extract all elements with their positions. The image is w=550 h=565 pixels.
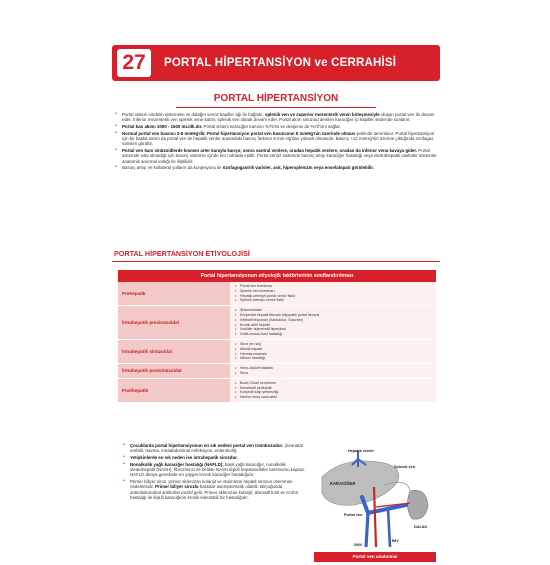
section-title: PORTAL HİPERTANSİYON [213, 93, 339, 104]
table-row [118, 340, 436, 364]
bullet-text-post: basit yağlı karaciğer, nonalkolik steatohepatit (NASH), fibroz/siroz ile birlikte NASH ilişkili hepatosellüler karsinomu kapsar. NAFLD dünya genelinde en yaygın kronik karaciğer hastalığıdır. [130, 461, 305, 478]
bullet-text-post: hastalar asemptomatik olabilir. Birçoğunda antimitokondrial antikorlar pozitif gelir. Primer sklerozan kolanjit, ülseratif kolit ve Crohn hastalığı ile ilişkili karaciğerin kronik kolestatik bir hastalığıdır. [130, 484, 299, 501]
bullet-text-bold: Normal portal ven basıncı 3-5 mmHg'dir. Portal hipertansiyon portal ven basıncının 5 mmHg'nin üzerinde olması [122, 130, 356, 136]
row-category: Posthepatik [118, 379, 230, 402]
cause-item: • İnfiltratif lezyonlar (Sarkoidoz, Gaucher) [234, 318, 432, 323]
row-causes [230, 340, 436, 363]
cause-item: • Kronik aktif hepatit [234, 323, 432, 328]
bullet-text-bold: Primer biliyer sirozlu [155, 484, 199, 490]
row-causes [230, 282, 436, 305]
bullet-item [122, 479, 308, 501]
cause-item: • Nodüler rejeneratif hiperplazi [234, 327, 432, 332]
table-row [118, 282, 436, 306]
row-category: Prehepatik [118, 282, 230, 305]
row-causes [230, 364, 436, 378]
book-page [112, 43, 440, 559]
table-row [118, 379, 436, 403]
cause-item: • Portal ven trombozu [234, 284, 432, 289]
bullet-text-pre: Portal sistem sindirim sisteminin ve dalağın venöz kapiller ağı ile bağlıdır, [122, 112, 266, 117]
etiology-title: PORTAL HİPERTANSİYON ETİYOLOJİSİ [114, 249, 250, 258]
cause-item: • Splenik ven trombozu [234, 289, 432, 294]
cause-item: • Veno-oklüzif hastalık [234, 366, 432, 371]
bottom-bullets [122, 443, 308, 502]
chapter-title: PORTAL HİPERTANSİYON ve CERRAHİSİ [164, 57, 397, 69]
section1-bullets [114, 112, 438, 172]
cause-item: • Graft-versus-host hastalığı [234, 332, 432, 337]
bullet-item [122, 462, 308, 478]
cause-item: • Hepatik arteriyel-portal venöz fistül [234, 294, 432, 299]
cause-item: • Konjestif kalp yetmezliği [234, 390, 432, 395]
row-category: İntrahepatik postsinüzoidal [118, 364, 230, 378]
bullet-text-bold: Çocuklarda portal hipertansiyonun en sık nedeni portal ven trombozudur. [130, 443, 284, 448]
bullet-text-post: Portal sistem karaciğer kanının %75'ini ve oksijenin de %72'sini sağlar. [202, 124, 341, 129]
bullet-item [122, 443, 308, 454]
cause-item: • Hemokromatozis [234, 352, 432, 357]
label-spleen: DALAK [414, 525, 428, 529]
label-hepatic-veins: Hepatik venler [348, 449, 374, 453]
bullet-text-post: oluşan portal ven ile devam eder. İnferior mezenterik ven splenik vene katılır, splenik ven olarak devam eder. Portal akım sinüzoid denilen karaciğer içi kapiller sistemde sonlanır. [122, 112, 435, 123]
bullet-item [114, 124, 438, 129]
chapter-header [112, 45, 440, 81]
bullet-text-bold: özofagogastrik varisler, asit, hipersplenizm veya ensefalopati görülebilir. [222, 165, 375, 171]
label-splenic-vein: Splenik ven [394, 465, 416, 469]
etiology-table [118, 270, 436, 403]
row-causes [230, 306, 436, 339]
bullet-item [114, 131, 438, 147]
label-smv: SMV [354, 543, 363, 547]
row-category: İntrahepatik presinüzoidal [118, 306, 230, 339]
bullet-item [122, 455, 308, 460]
cause-item: • Şistozomiazis [234, 308, 432, 313]
bullet-text-bold: Portal ven kanı sinüzoidlerde kısmen arter kanıyla karışır, sonra santral venlere, oradan hepatik venlere, oradan da inferior vena kavaya gider. [122, 148, 418, 153]
cause-item: • Splenik arteriyo-venöz fistül [234, 298, 432, 303]
table-row [118, 306, 436, 340]
bullet-item [114, 165, 438, 170]
bullet-text-post: (neonatal omfalit, travma, intraabdominal enfeksiyon, enterokolit). [130, 443, 303, 454]
cause-item: • Siroz (en sık) [234, 342, 432, 347]
row-causes [230, 379, 436, 402]
bullet-item [114, 112, 438, 123]
bullet-text-post: şeklinde tanımlanır. Portal hipertansiyon için bir başka tanım da portal ven ile hepatik venler arasındaki basınç farkının 5 mm Hg'dan yüksek olmasıdır. Basınç >12 mmHg'nin üzerine çıktığında özofagus varisleri görülür. [122, 130, 435, 147]
portal-vein-figure [314, 447, 436, 565]
bullet-text-bold: Nonalkolik yağlı karaciğer hastalığı (NAFLD); [130, 461, 224, 467]
bullet-text-bold: Yetişkinlerde en sık neden ise intrahepatik sirozdur. [130, 455, 238, 460]
bullet-item [114, 148, 438, 164]
row-category: İntrahepatik sinüzoidal [118, 340, 230, 363]
cause-item: • Siroz [234, 371, 432, 376]
bullet-text-bold: Portal kan akımı 1000 - 1500 mL/dk.dır. [122, 124, 203, 129]
bullet-text-pre: Basınç artışı ve kollateral yolların da konjesyonu ile [122, 165, 223, 171]
section-underline [176, 107, 376, 108]
cause-item: • Konstriktif perikardit [234, 386, 432, 391]
label-imv: İMV [392, 539, 399, 543]
smv-shape [366, 513, 368, 547]
cause-item: • İnferior vena cava webi [234, 395, 432, 400]
bullet-text-bold: splenik ven ve superior mezenterik venin birleşmesiyle [265, 112, 380, 117]
table-row [118, 364, 436, 379]
label-portal-vein: Portal ven [344, 513, 363, 517]
portal-vein-diagram [314, 447, 436, 551]
spleen-shape [407, 490, 428, 519]
imv-shape [388, 509, 390, 547]
cause-item: • Budd-Chiari sendromu [234, 381, 432, 386]
figure-caption: Portal ven anatomisi [314, 552, 436, 562]
bullet-text-pre: Primer biliyer siroz, primer sklerozan kolanjit ve otoimmün hepatit sirozun otoimmün nedenleridir. [130, 479, 293, 490]
etiology-underline [112, 261, 440, 262]
chapter-number: 27 [117, 49, 151, 77]
table-body [118, 282, 436, 403]
label-liver: KARACİĞER [330, 481, 356, 486]
cause-item: • Alkolik hepatit [234, 347, 432, 352]
cause-item: • Konjenital hepatik fibrozis İdiyopatik portal fibrozis [234, 313, 432, 318]
cause-item: • Wilson hastalığı [234, 356, 432, 361]
table-header: Portal hipertansiyonun etiyolojik faktörlerinin sınıflandırılması [118, 270, 436, 282]
bullet-text-post: Portal sistemde valv olmadığı için basınç sistemin içinde her noktada eşittir. Portal venöz sistemde basınç artışı karaciğer hastalığı veya ekstrahepatik vasküler sistemde anatomik anormal varlığı ile ilişkilidir. [122, 148, 437, 164]
